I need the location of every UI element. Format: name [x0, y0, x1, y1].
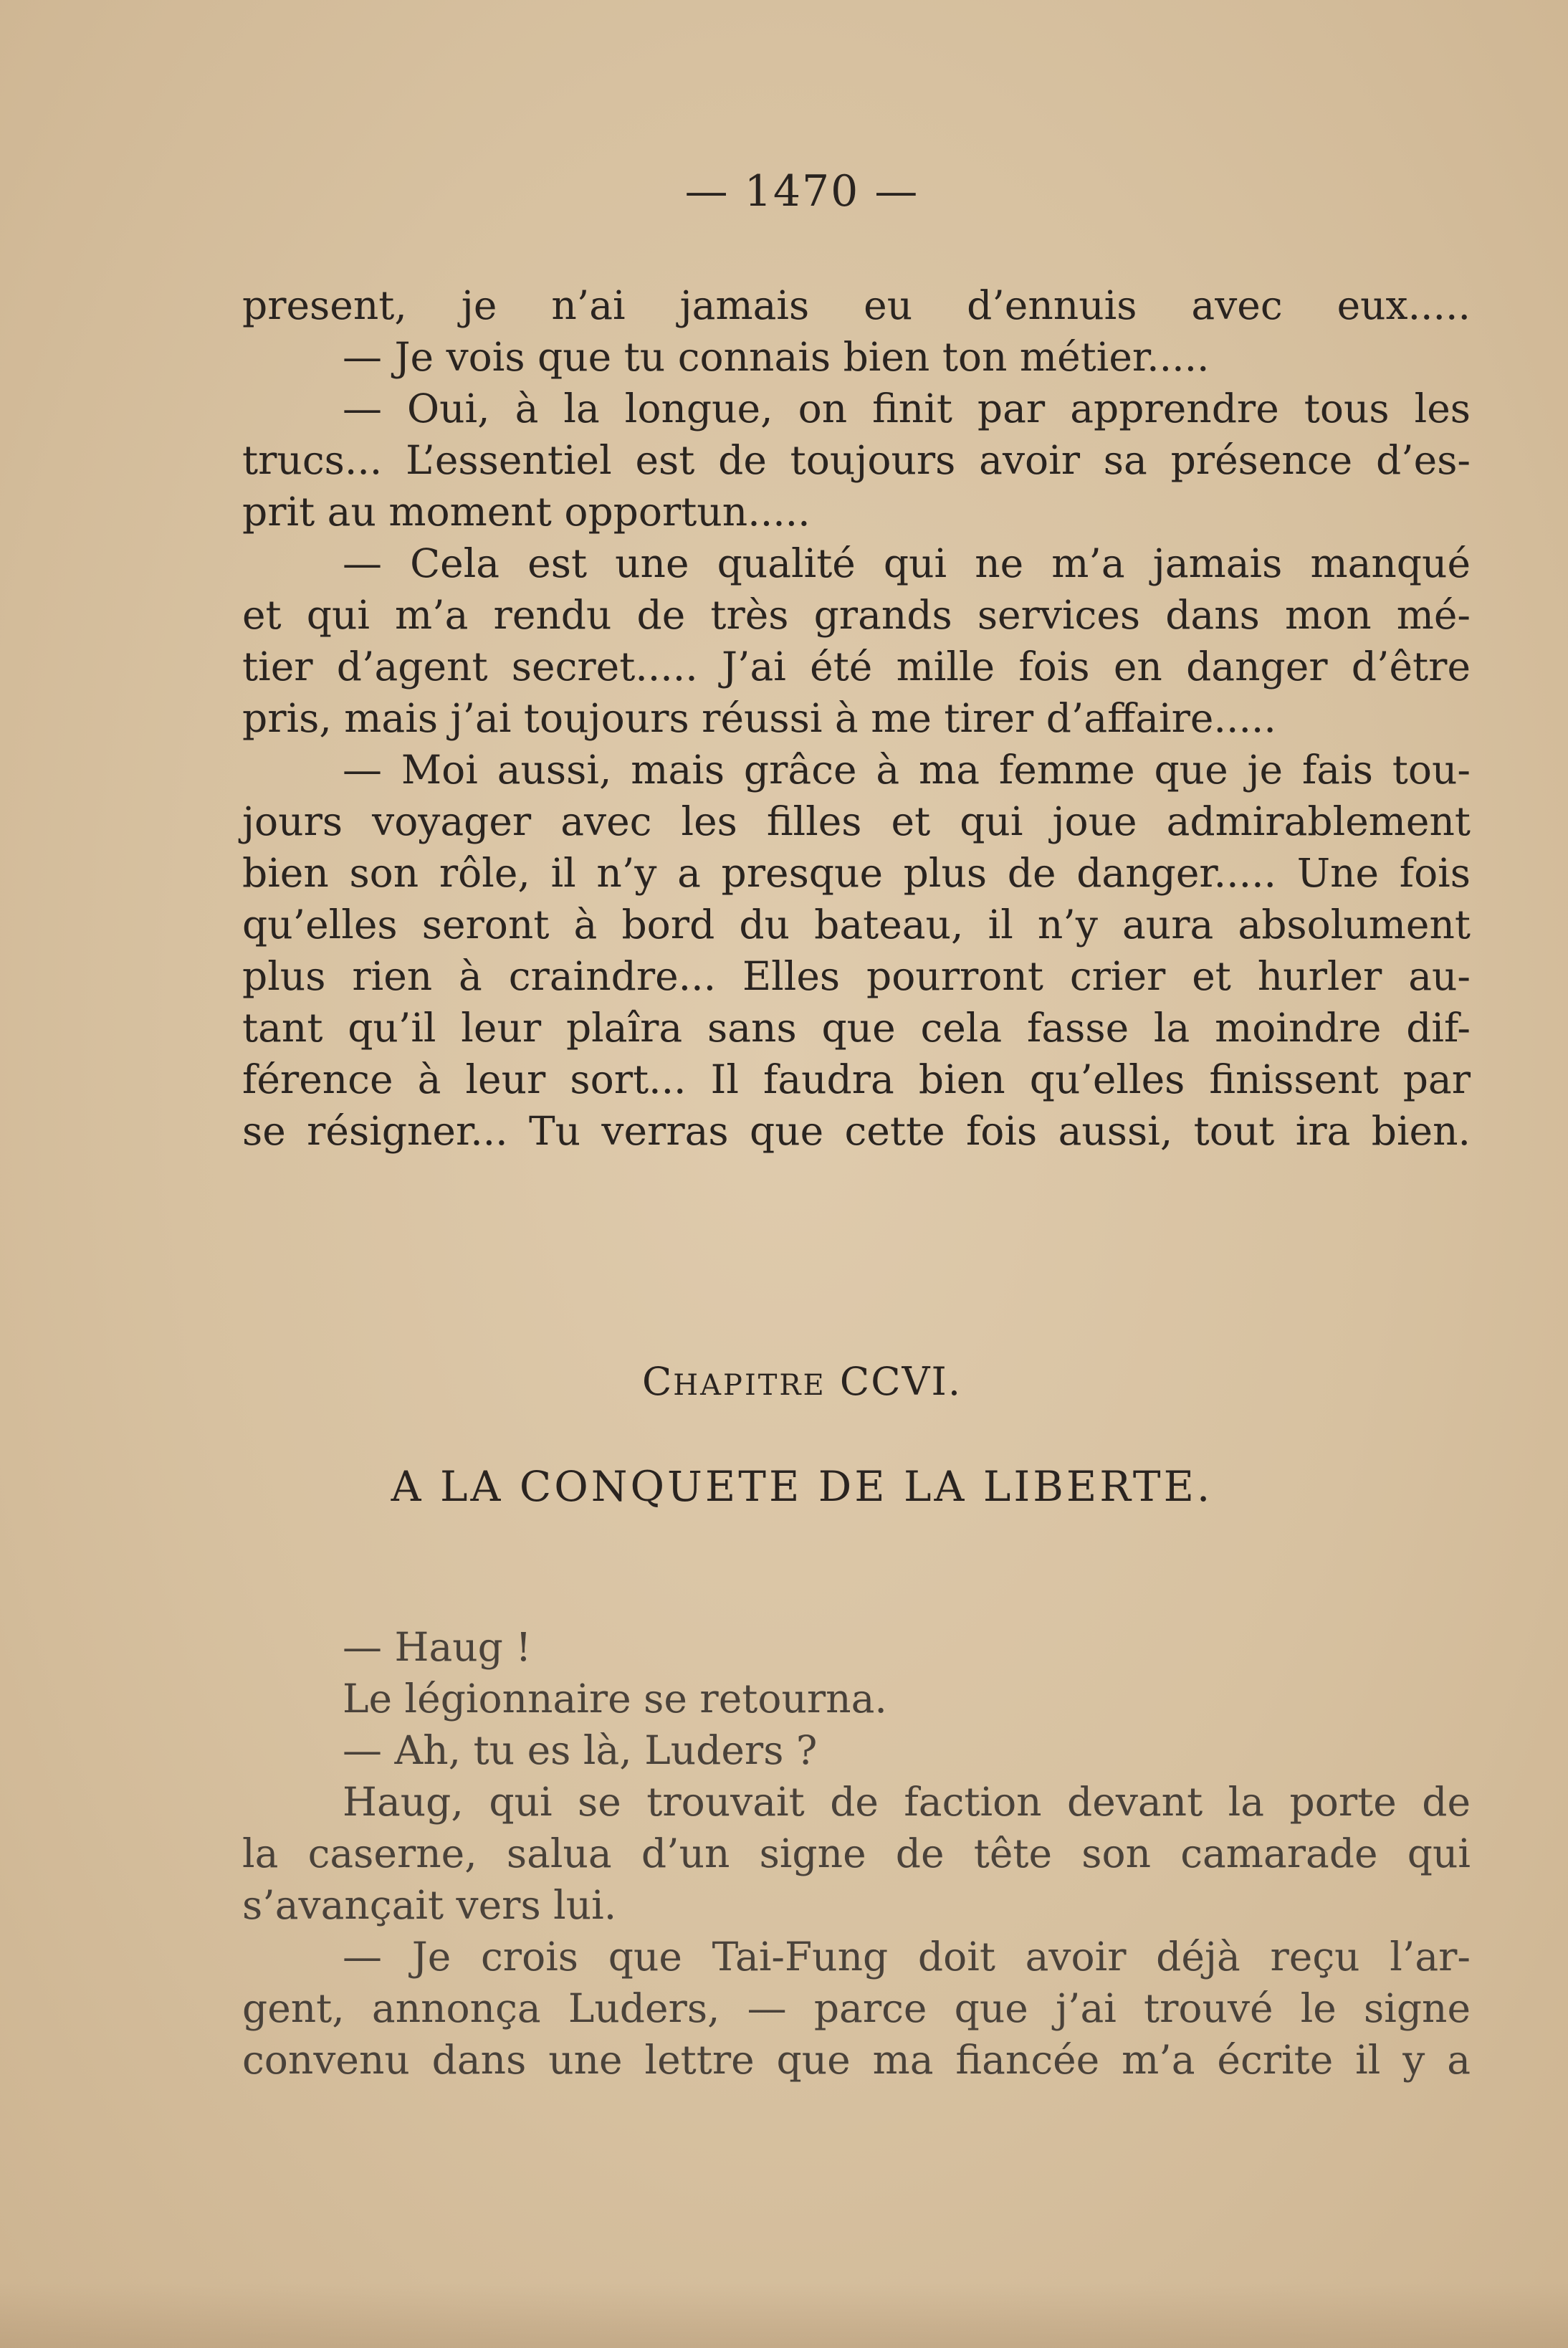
text-line: — Je crois que Tai-Fung doit avoir déjà reçu l’ar-: [343, 1934, 1471, 1980]
text-line: et qui m’a rendu de très grands services dans mon mé-: [242, 592, 1471, 638]
text-line: pris, mais j’ai toujours réussi à me tirer d’affaire.....: [242, 695, 1276, 741]
text-line: se résigner... Tu verras que cette fois aussi, tout ira bien.: [242, 1108, 1471, 1154]
dialogue-section-1: [242, 280, 1471, 1157]
page-number: — 1470 —: [684, 166, 919, 216]
chapter-heading: [36, 1359, 1568, 1404]
text-line: trucs... L’essentiel est de toujours avoir sa présence d’es-: [242, 437, 1471, 483]
text-line: bien son rôle, il n’y a presque plus de danger..... Une fois: [242, 850, 1471, 896]
text-line: s’avançait vers lui.: [242, 1882, 617, 1928]
text-line: — Oui, à la longue, on finit par apprendre tous les: [343, 386, 1471, 431]
text-line: Le légionnaire se retourna.: [343, 1676, 887, 1722]
text-line: qu’elles seront à bord du bateau, il n’y aura absolument: [242, 902, 1471, 948]
text-line: tant qu’il leur plaîra sans que cela fasse la moindre dif-: [242, 1005, 1471, 1051]
text-line: gent, annonça Luders, — parce que j’ai trouvé le signe: [242, 1985, 1471, 2031]
text-line: la caserne, salua d’un signe de tête son camarade qui: [242, 1831, 1471, 1876]
chapter-label-initial: C: [641, 1359, 674, 1404]
text-line: — Moi aussi, mais grâce à ma femme que je fais tou-: [343, 747, 1471, 793]
text-line: — Haug !: [343, 1624, 532, 1670]
text-line: férence à leur sort... Il faudra bien qu’elles finissent par: [242, 1056, 1471, 1102]
text-line: prit au moment opportun.....: [242, 489, 811, 535]
chapter-number: CCVI.: [839, 1359, 962, 1404]
text-line: tier d’agent secret..... J’ai été mille fois en danger d’être: [242, 644, 1471, 689]
text-line: jours voyager avec les filles et qui joue admirablement: [242, 798, 1471, 844]
text-line: convenu dans une lettre que ma fiancée m’a écrite il y a: [242, 2037, 1471, 2083]
text-line: — Cela est une qualité qui ne m’a jamais manqué: [343, 540, 1471, 586]
text-line: — Ah, tu es là, Luders ?: [343, 1727, 818, 1773]
text-line: Haug, qui se trouvait de faction devant la porte de: [343, 1779, 1471, 1825]
chapter-label-rest: HAPITRE: [673, 1369, 826, 1402]
text-line: plus rien à craindre... Elles pourront crier et hurler au-: [242, 953, 1471, 999]
dialogue-section-2: [242, 1621, 1471, 2086]
chapter-title: A LA CONQUETE DE LA LIBERTE.: [391, 1462, 1213, 1511]
text-line: — Je vois que tu connais bien ton métier.....: [343, 334, 1210, 380]
text-line: present, je n’ai jamais eu d’ennuis avec eux.....: [242, 282, 1471, 328]
